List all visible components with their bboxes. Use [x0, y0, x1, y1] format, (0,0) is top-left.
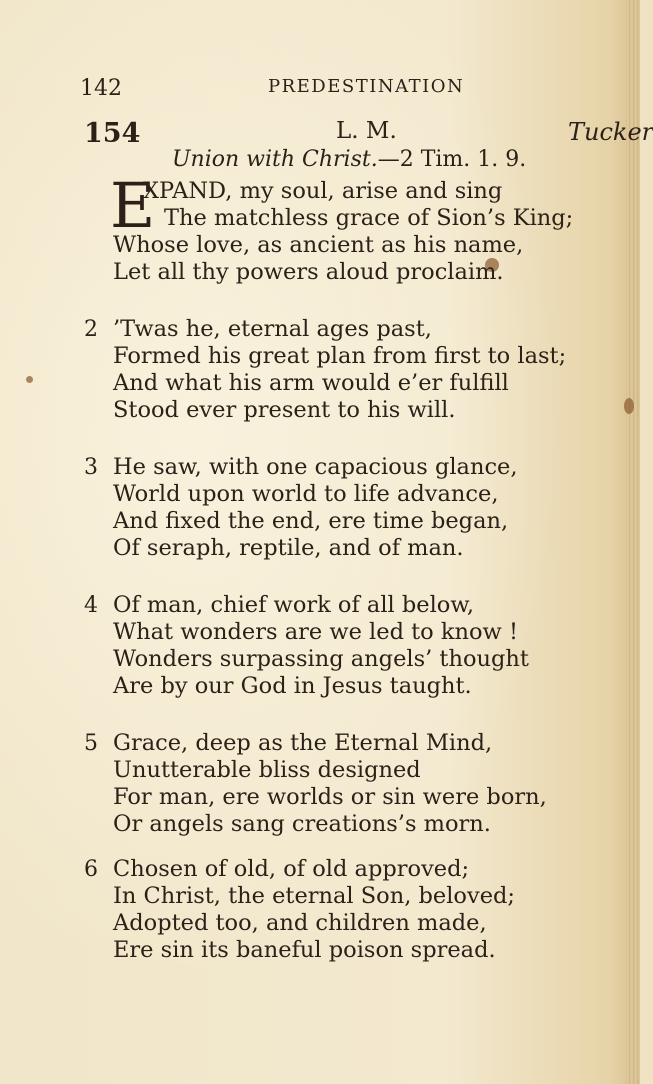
- verse-line: ’Twas he, eternal ages past,: [113, 316, 432, 342]
- verse-line: Ere sin its baneful poison spread.: [113, 937, 496, 963]
- verse-line: Let all thy powers aloud proclaim.: [113, 259, 504, 285]
- verse-line: What wonders are we led to know !: [113, 619, 518, 645]
- verse: [84, 316, 584, 428]
- running-title: PREDESTINATION: [268, 76, 465, 97]
- verse: [84, 169, 584, 288]
- verse-number: 2: [84, 317, 98, 342]
- page-number: 142: [80, 76, 122, 101]
- ink-spot: [624, 398, 634, 414]
- verse-line: Whose love, as ancient as his name,: [113, 232, 524, 258]
- verse-line: World upon world to life advance,: [113, 481, 499, 507]
- verse-number: 5: [84, 731, 98, 756]
- verse-line: Are by our God in Jesus taught.: [113, 673, 472, 699]
- hymn-subtitle: [172, 147, 526, 172]
- verse-line: For man, ere worlds or sin were born,: [113, 784, 547, 810]
- verse-number: 3: [84, 455, 98, 480]
- verse-line: Of seraph, reptile, and of man.: [113, 535, 464, 561]
- verse: [84, 730, 584, 842]
- verse: [84, 856, 584, 968]
- verse-number: 4: [84, 593, 98, 618]
- verse-line: Or angels sang creations’s morn.: [113, 811, 491, 837]
- hymn-meter: L. M.: [336, 118, 397, 144]
- hymn-number: 154: [84, 118, 141, 149]
- verse-line: Chosen of old, of old approved;: [113, 856, 470, 882]
- verse-line: He saw, with one capacious glance,: [113, 454, 518, 480]
- running-header: [80, 76, 640, 106]
- verse-line: XPAND, my soul, arise and sing: [143, 178, 503, 204]
- verse-line: Adopted too, and children made,: [113, 910, 487, 936]
- verse-number: 6: [84, 857, 98, 882]
- verse-line: Stood ever present to his will.: [113, 397, 456, 423]
- verse-line: And fixed the end, ere time began,: [113, 508, 509, 534]
- verse-line: Grace, deep as the Eternal Mind,: [113, 730, 493, 756]
- page-edge: [626, 0, 640, 1084]
- verse-line: And what his arm would e’er fulfill: [113, 370, 509, 396]
- verse-line: In Christ, the eternal Son, beloved;: [113, 883, 515, 909]
- subtitle-reference: —2 Tim. 1. 9.: [377, 147, 527, 172]
- subtitle-theme: Union with Christ.: [172, 147, 378, 172]
- verse: [84, 592, 584, 704]
- verse-line: Formed his great plan from first to last;: [113, 343, 567, 369]
- verse-line: The matchless grace of Sion’s King;: [164, 205, 574, 231]
- verse-line: Of man, chief work of all below,: [113, 592, 475, 618]
- verse-line: Wonders surpassing angels’ thought: [113, 646, 529, 672]
- verse-line: Unutterable bliss designed: [113, 757, 421, 783]
- ink-spot: [26, 376, 33, 383]
- hymn-tune: Tucker: [568, 118, 653, 146]
- verse: [84, 454, 584, 566]
- drop-cap: E: [110, 169, 156, 242]
